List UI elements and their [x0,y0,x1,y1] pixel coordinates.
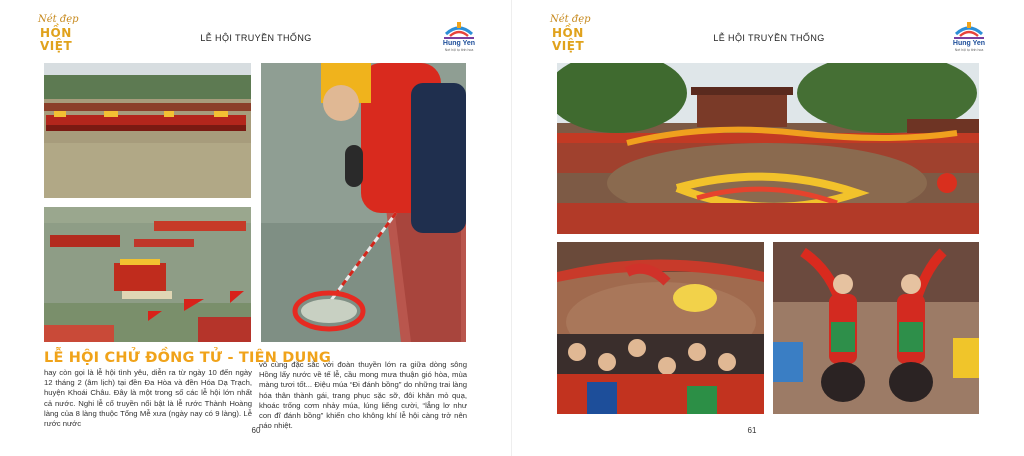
page-number-left: 60 [251,426,261,435]
boat-procession-photo [44,63,251,198]
hung-yen-brand-logo-right [946,20,992,54]
logo-script-text: Nét đẹp [38,14,79,25]
net-dep-hon-viet-logo-right [550,14,594,54]
brand-name: Hung Yen [952,40,986,47]
article-column-1: hay còn gọi là lễ hội tình yêu, diễn ra từ ngày 10 đến ngày 12 tháng 2 (âm lịch) tại đền Đa Hòa và đền Hóa Dạ Trạch, huyện Khoái Châu. Đây là một trong số các lễ hội lớn nhất cả nước. Nghi lễ cổ truyền nổi bật là lễ rước Thành Hoàng làng của 8 làng thuộc Tổng Mễ xưa (ngày nay có 9 làng). Lễ rước nước [44,368,252,429]
brand-tagline: Nơi hội tụ tinh hoa [954,48,984,52]
hung-yen-emblem-icon [952,20,986,40]
page-number-right: 61 [747,426,757,435]
river-boats-photo [44,207,251,342]
net-dep-hon-viet-logo [38,14,82,54]
logo-script-text: Nét đẹp [550,14,591,25]
logo-line1: HỒN [40,26,72,40]
logo-line2: VIỆT [40,39,73,53]
brand-name: Hung Yen [442,40,476,47]
article-column-2: vô cùng đặc sắc với đoàn thuyền lớn ra giữa dòng sông Hồng lấy nước về tế lễ, cầu mong mưa thuận gió hòa, mùa màng tươi tốt... Điệu múa “Đi đánh bồng” do những trai làng hóa thân thành gái, trang phục sặc sỡ, đôi khăn mỏ quạ, khoác trống cơm nhảy múa, lúng liếng cười, “lẳng lơ như con đĩ đánh bồng” khiến cho không khí lễ hội càng trở nên náo nhiệt. [259,360,467,431]
article-title: LỄ HỘI CHỬ ĐỒNG TỬ - TIÊN DUNG [44,350,331,366]
water-ritual-photo [261,63,466,342]
logo-line2: VIỆT [552,39,585,53]
hung-yen-brand-logo [436,20,482,54]
brand-tagline: Nơi hội tụ tinh hoa [444,48,474,52]
right-page [512,0,1024,456]
logo-line1: HỒN [552,26,584,40]
hung-yen-emblem-icon [442,20,476,40]
lion-dance-crowd-photo [557,242,764,414]
header-title-right: LỄ HỘI TRUYỀN THỐNG [713,33,825,43]
dancers-red-costume-photo [773,242,979,414]
header-title: LỄ HỘI TRUYỀN THỐNG [200,33,312,43]
dragon-dance-courtyard-photo [557,63,979,234]
